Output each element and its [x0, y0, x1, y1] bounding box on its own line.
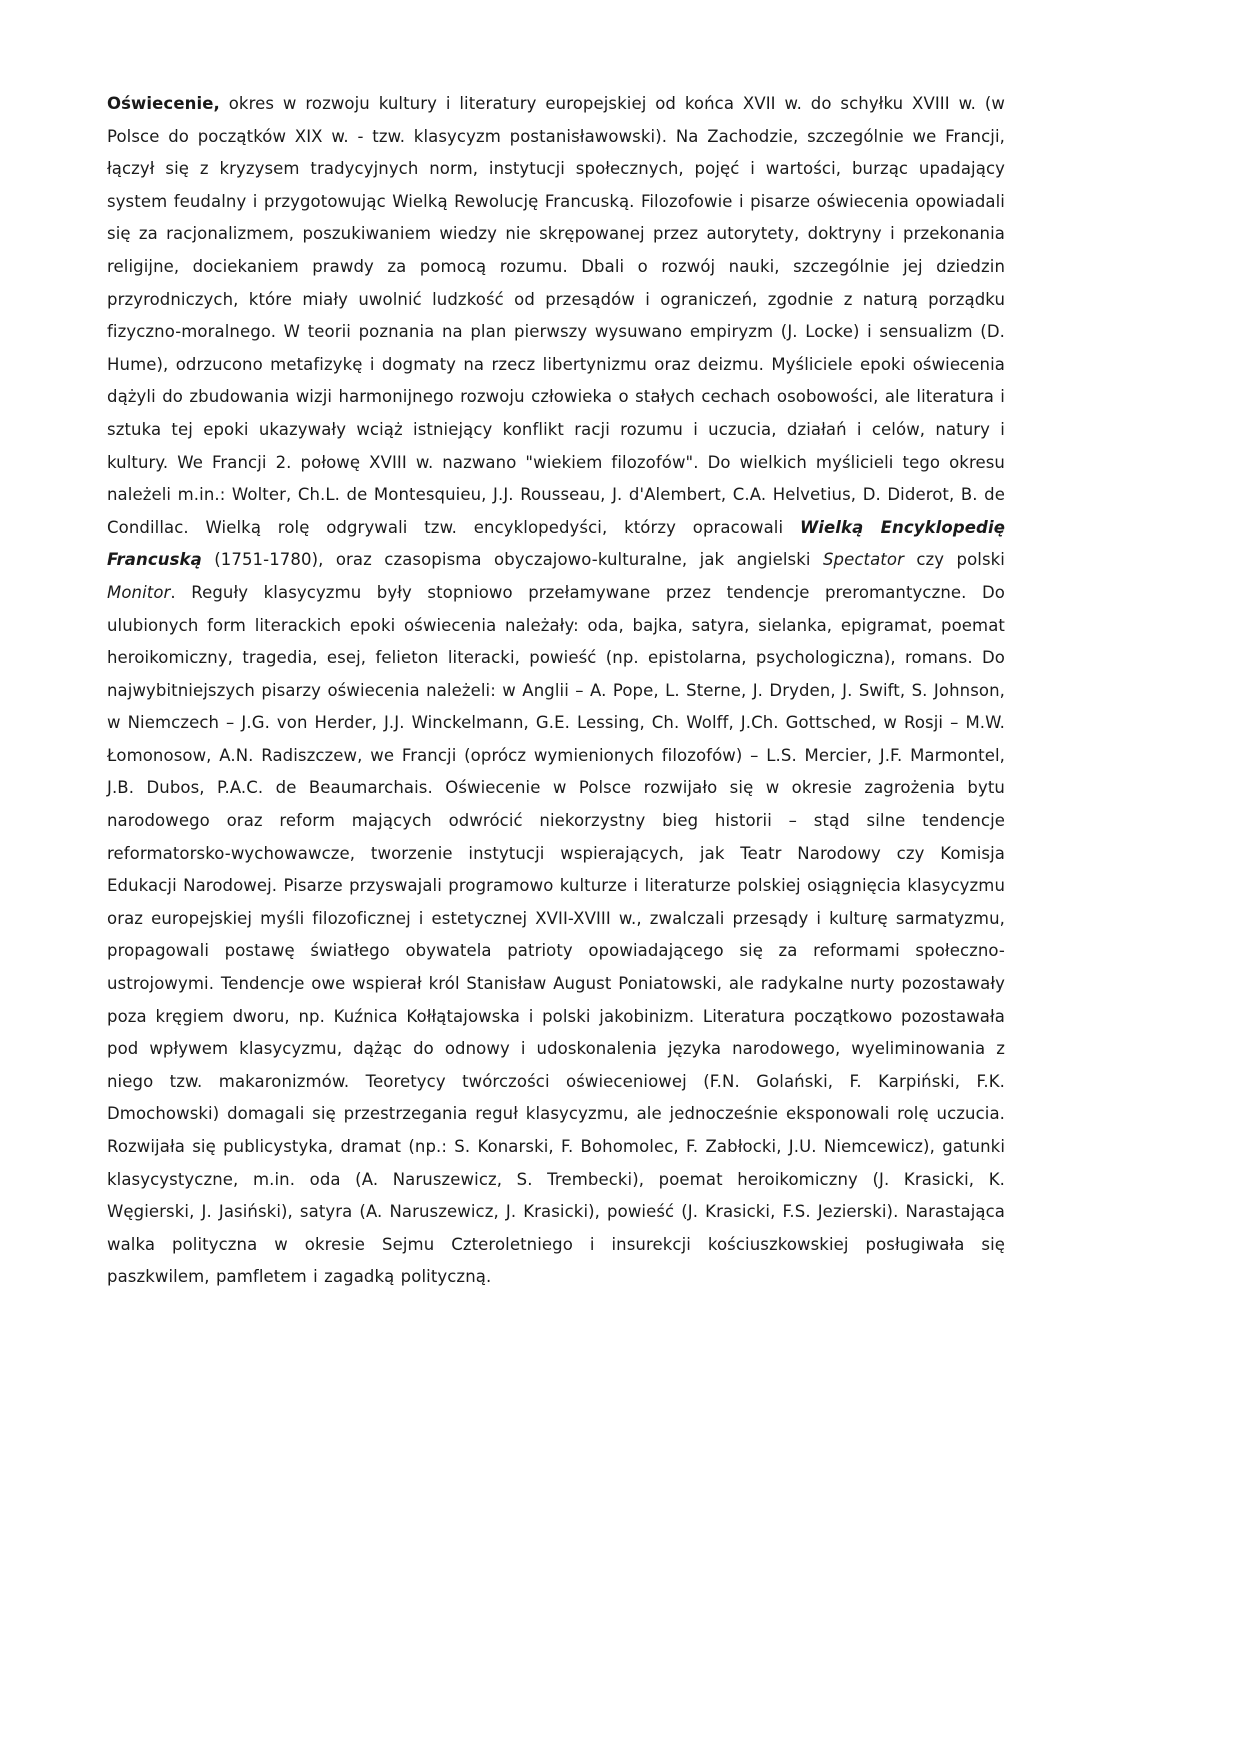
body-run-4: . Reguły klasycyzmu były stopniowo przełamywane przez tendencje preromantyczne. Do ulubionych form literackich epoki oświecenia należały: oda, bajka, satyra, sielanka, epigramat, poemat heroikomiczny, tragedia, esej, felieton literacki, powieść (np. epistolarna, psychologiczna), romans. Do najwybitniejszych pisarzy oświecenia należeli: w Anglii – A. Pope, L. Sterne, J. Dryden, J. Swift, S. Johnson, w Niemczech – J.G. von Herder, J.J. Winckelmann, G.E. Lessing, Ch. Wolff, J.Ch. Gottsched, w Rosji – M.W. Łomonosow, A.N. Radiszczew, we Francji (oprócz wymienionych filozofów) – L.S. Mercier, J.F. Marmontel, J.B. Dubos, P.A.C. de Beaumarchais. Oświecenie w Polsce rozwijało się w okresie zagrożenia bytu narodowego oraz reform mających odwrócić niekorzystny bieg historii – stąd silne tendencje reformatorsko-wychowawcze, tworzenie instytucji wspierających, jak Teatr Narodowy czy Komisja Edukacji Narodowej. Pisarze przyswajali programowo kulturze i literaturze polskiej osiągnięcia klasycyzmu oraz europejskiej myśli filozoficznej i estetycznej XVII-XVIII w., zwalczali przesądy i kulturę sarmatyzmu, propagowali postawę światłego obywatela patrioty opowiadającego się za reformami społeczno-ustrojowymi. Tendencje owe wspierał król Stanisław August Poniatowski, ale radykalne nurty pozostawały poza kręgiem dworu, np. Kuźnica Kołłątajowska i polski jakobinizm. Literatura początkowo pozostawała pod wpływem klasycyzmu, dążąc do odnowy i udoskonalenia języka narodowego, wyeliminowania z niego tzw. makaronizmów. Teoretycy twórczości oświeceniowej (F.N. Golański, F. Karpiński, F.K. Dmochowski) domagali się przestrzegania reguł klasycyzmu, ale jednocześnie eksponowali rolę uczucia. Rozwijała się publicystyka, dramat (np.: S. Konarski, F. Bohomolec, F. Zabłocki, J.U. Niemcewicz), gatunki klasycystyczne, m.in. oda (A. Naruszewicz, S. Trembecki), poemat heroikomiczny (J. Krasicki, K. Węgierski, J. Jasiński), satyra (A. Naruszewicz, J. Krasicki), powieść (J. Krasicki, F.S. Jezierski). Narastająca walka polityczna w okresie Sejmu Czteroletniego i insurekcji kościuszkowskiej posługiwała się paszkwilem, pamfletem i zagadką polityczną.: [107, 582, 1005, 1287]
body-run-1: okres w rozwoju kultury i literatury europejskiej od końca XVII w. do schyłku XVIII w. (w Polsce do początków XIX w. - tzw. klasycyzm postanisławowski). Na Zachodzie, szczególnie we Francji, łączył się z kryzysem tradycyjnych norm, instytucji społecznych, pojęć i wartości, burząc upadający system feudalny i przygotowując Wielką Rewolucję Francuską. Filozofowie i pisarze oświecenia opowiadali się za racjonalizmem, poszukiwaniem wiedzy nie skrępowanej przez autorytety, doktryny i przekonania religijne, dociekaniem prawdy za pomocą rozumu. Dbali o rozwój nauki, szczególnie jej dziedzin przyrodniczych, które miały uwolnić ludzkość od przesądów i ograniczeń, zgodnie z naturą porządku fizyczno-moralnego. W teorii poznania na plan pierwszy wysuwano empiryzm (J. Locke) i sensualizm (D. Hume), odrzucono metafizykę i dogmaty na rzecz libertynizmu oraz deizmu. Myśliciele epoki oświecenia dążyli do zbudowania wizji harmonijnego rozwoju człowieka o stałych cechach osobowości, ale literatura i sztuka tej epoki ukazywały wciąż istniejący konflikt racji rozumu i uczucia, działań i celów, natury i kultury. We Francji 2. połowę XVIII w. nazwano "wiekiem filozofów". Do wielkich myślicieli tego okresu należeli m.in.: Wolter, Ch.L. de Montesquieu, J.J. Rousseau, J. d'Alembert, C.A. Helvetius, D. Diderot, B. de Condillac. Wielką rolę odgrywali tzw. encyklopedyści, którzy opracowali: [107, 94, 1005, 537]
title-wielka-encyklopedia-francuska: Wielką Encyklopedię Francuską: [107, 517, 1005, 570]
title-monitor: Monitor: [107, 582, 171, 602]
title-spectator: Spectator: [822, 550, 904, 570]
article-paragraph: [107, 88, 1005, 1294]
term-oswiecenie: Oświecenie,: [107, 94, 220, 113]
body-run-3: czy polski: [903, 550, 1005, 570]
body-run-2: (1751-1780), oraz czasopisma obyczajowo-kulturalne, jak angielski: [201, 550, 823, 570]
